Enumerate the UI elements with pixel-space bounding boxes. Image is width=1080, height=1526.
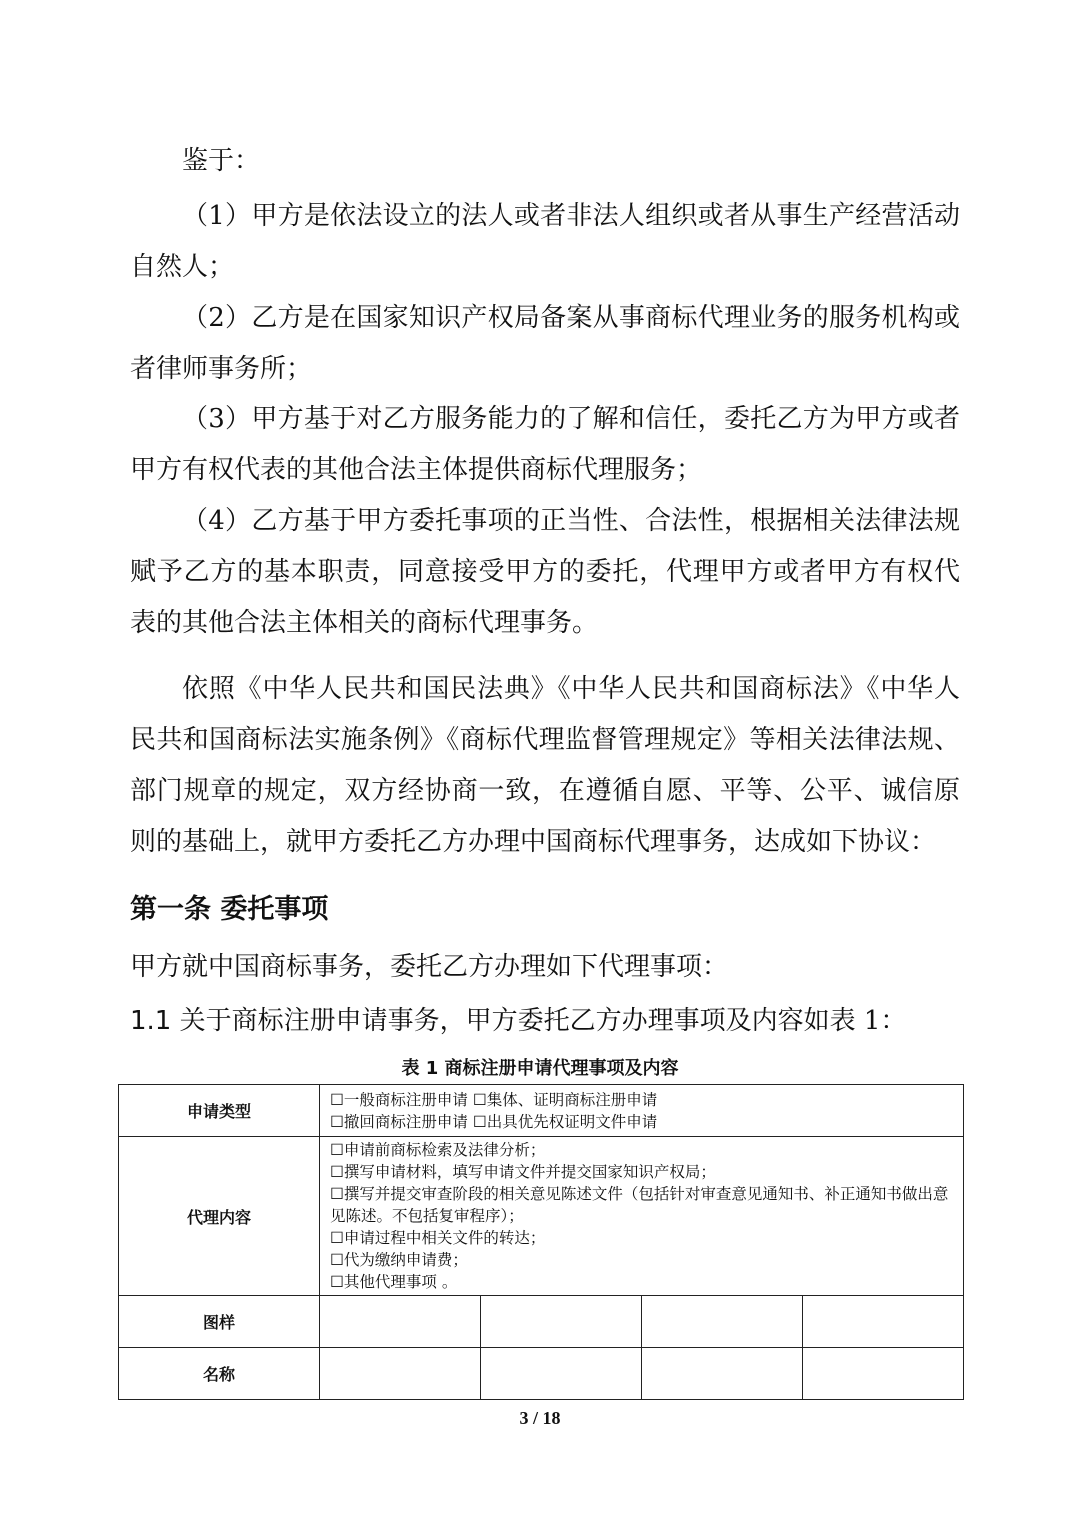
trademark-name-cell[interactable] [803,1348,964,1400]
trademark-image-label: 图样 [119,1296,320,1348]
agency-content-line[interactable]: ☐申请过程中相关文件的转达； [330,1229,546,1247]
agency-content-options [320,1137,964,1296]
application-type-label: 申请类型 [119,1085,320,1137]
table-row [119,1348,964,1400]
trademark-image-cell[interactable] [642,1296,803,1348]
table-caption: 表 1 商标注册申请代理事项及内容 [401,1058,679,1079]
agency-content-line[interactable]: ☐其他代理事项 。 [330,1273,458,1291]
article-1-title: 第一条 委托事项 [130,894,329,925]
whereas-heading: 鉴于： [182,146,261,176]
page-number: 3 / 18 [519,1408,561,1428]
clause-1-1 [130,1000,906,1037]
whereas-item-4: （4）乙方基于甲方委托事项的正当性、合法性，根据相关法律法规赋予乙方的基本职责，同意接受甲方的委托，代理甲方或者甲方有权代表的其他合法主体相关的商标代理事务。 [130,506,960,638]
application-type-options [320,1085,964,1137]
whereas-item-3: （3）甲方基于对乙方服务能力的了解和信任，委托乙方为甲方或者甲方有权代表的其他合法主体提供商标代理服务； [130,404,960,485]
trademark-name-cell[interactable] [642,1348,803,1400]
trademark-name-cell[interactable] [320,1348,481,1400]
agency-content-line[interactable]: ☐申请前商标检索及法律分析； [330,1141,546,1159]
clause-number: 1.1 [130,1006,172,1036]
article-1-lead: 甲方就中国商标事务，委托乙方办理如下代理事项： [130,952,729,982]
whereas-item-2: （2）乙方是在国家知识产权局备案从事商标代理业务的服务机构或者律师事务所； [130,303,960,384]
table-row [119,1085,964,1137]
agency-items-table [118,1084,964,1400]
agency-content-label: 代理内容 [119,1137,320,1296]
trademark-name-cell[interactable] [481,1348,642,1400]
agency-content-line[interactable]: ☐撰写并提交审查阶段的相关意见陈述文件（包括针对审查意见通知书、补正通知书做出意见陈述。不包括复审程序）； [330,1185,949,1225]
table-row [119,1296,964,1348]
trademark-image-cell[interactable] [803,1296,964,1348]
agency-content-line[interactable]: ☐代为缴纳申请费； [330,1251,468,1269]
table-row [119,1137,964,1296]
application-type-line[interactable]: ☐撤回商标注册申请 ☐出具优先权证明文件申请 [330,1112,658,1131]
legal-basis-paragraph: 依照《中华人民共和国民法典》《中华人民共和国商标法》《中华人民共和国商标法实施条例》《商标代理监督管理规定》等相关法律法规、部门规章的规定，双方经协商一致，在遵循自愿、平等、公平、诚信原则的基础上，就甲方委托乙方办理中国商标代理事务，达成如下协议： [130,674,960,857]
trademark-image-cell[interactable] [320,1296,481,1348]
trademark-name-label: 名称 [119,1348,320,1400]
whereas-item-1: （1）甲方是依法设立的法人或者非法人组织或者从事生产经营活动自然人； [130,201,960,282]
application-type-line[interactable]: ☐一般商标注册申请 ☐集体、证明商标注册申请 [330,1090,658,1109]
agency-content-line[interactable]: ☐撰写申请材料，填写申请文件并提交国家知识产权局； [330,1163,716,1181]
trademark-image-cell[interactable] [481,1296,642,1348]
clause-text: 关于商标注册申请事务，甲方委托乙方办理事项及内容如表 1： [171,1006,907,1036]
